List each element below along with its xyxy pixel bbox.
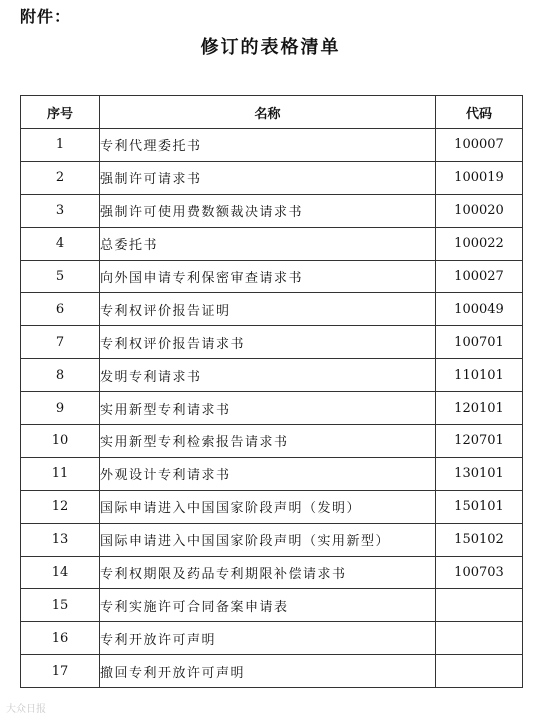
row-code <box>436 655 523 688</box>
row-seq: 6 <box>21 293 100 326</box>
table-row <box>21 260 523 293</box>
table-row <box>21 490 523 523</box>
row-name: 发明专利请求书 <box>100 359 436 392</box>
row-name: 强制许可请求书 <box>100 161 436 194</box>
row-name: 强制许可使用费数额裁决请求书 <box>100 194 436 227</box>
row-name: 专利开放许可声明 <box>100 622 436 655</box>
row-code: 100007 <box>436 129 523 162</box>
row-code <box>436 589 523 622</box>
row-name: 国际申请进入中国国家阶段声明（发明） <box>100 490 436 523</box>
row-seq: 3 <box>21 194 100 227</box>
table-row <box>21 129 523 162</box>
row-code: 100027 <box>436 260 523 293</box>
row-name: 实用新型专利请求书 <box>100 392 436 425</box>
table-row <box>21 161 523 194</box>
row-seq: 17 <box>21 655 100 688</box>
table-row <box>21 293 523 326</box>
table-row <box>21 589 523 622</box>
row-code: 100020 <box>436 194 523 227</box>
table-row <box>21 227 523 260</box>
row-seq: 2 <box>21 161 100 194</box>
table-row <box>21 622 523 655</box>
row-name: 实用新型专利检索报告请求书 <box>100 425 436 458</box>
row-seq: 13 <box>21 523 100 556</box>
row-name: 外观设计专利请求书 <box>100 457 436 490</box>
row-seq: 10 <box>21 425 100 458</box>
row-code: 110101 <box>436 359 523 392</box>
row-name: 专利权期限及药品专利期限补偿请求书 <box>100 556 436 589</box>
table-row <box>21 194 523 227</box>
row-name: 专利代理委托书 <box>100 129 436 162</box>
row-name: 专利权评价报告请求书 <box>100 326 436 359</box>
row-code: 100703 <box>436 556 523 589</box>
row-seq: 14 <box>21 556 100 589</box>
column-header-code: 代码 <box>436 96 523 129</box>
row-code: 120701 <box>436 425 523 458</box>
row-seq: 16 <box>21 622 100 655</box>
row-seq: 15 <box>21 589 100 622</box>
row-code <box>436 622 523 655</box>
row-name: 撤回专利开放许可声明 <box>100 655 436 688</box>
table-row <box>21 556 523 589</box>
table-row <box>21 523 523 556</box>
row-seq: 5 <box>21 260 100 293</box>
table-row <box>21 392 523 425</box>
table-row <box>21 359 523 392</box>
table-row <box>21 425 523 458</box>
row-name: 总委托书 <box>100 227 436 260</box>
row-code: 120101 <box>436 392 523 425</box>
row-name: 专利权评价报告证明 <box>100 293 436 326</box>
row-code: 100022 <box>436 227 523 260</box>
row-name: 国际申请进入中国国家阶段声明（实用新型） <box>100 523 436 556</box>
column-header-name: 名称 <box>100 96 436 129</box>
row-seq: 9 <box>21 392 100 425</box>
row-code: 100701 <box>436 326 523 359</box>
row-seq: 1 <box>21 129 100 162</box>
row-seq: 11 <box>21 457 100 490</box>
row-seq: 12 <box>21 490 100 523</box>
table-header-row <box>21 96 523 129</box>
table-row <box>21 655 523 688</box>
attachment-label: 附件： <box>20 7 72 26</box>
watermark: 大众日报 <box>6 704 46 715</box>
row-code: 100049 <box>436 293 523 326</box>
document-title: 修订的表格清单 <box>200 37 341 58</box>
row-code: 130101 <box>436 457 523 490</box>
row-name: 专利实施许可合同备案申请表 <box>100 589 436 622</box>
table-row <box>21 326 523 359</box>
row-seq: 7 <box>21 326 100 359</box>
row-code: 150102 <box>436 523 523 556</box>
row-code: 150101 <box>436 490 523 523</box>
row-name: 向外国申请专利保密审查请求书 <box>100 260 436 293</box>
row-seq: 4 <box>21 227 100 260</box>
column-header-seq: 序号 <box>21 96 100 129</box>
row-seq: 8 <box>21 359 100 392</box>
forms-table <box>20 95 523 688</box>
row-code: 100019 <box>436 161 523 194</box>
table-row <box>21 457 523 490</box>
